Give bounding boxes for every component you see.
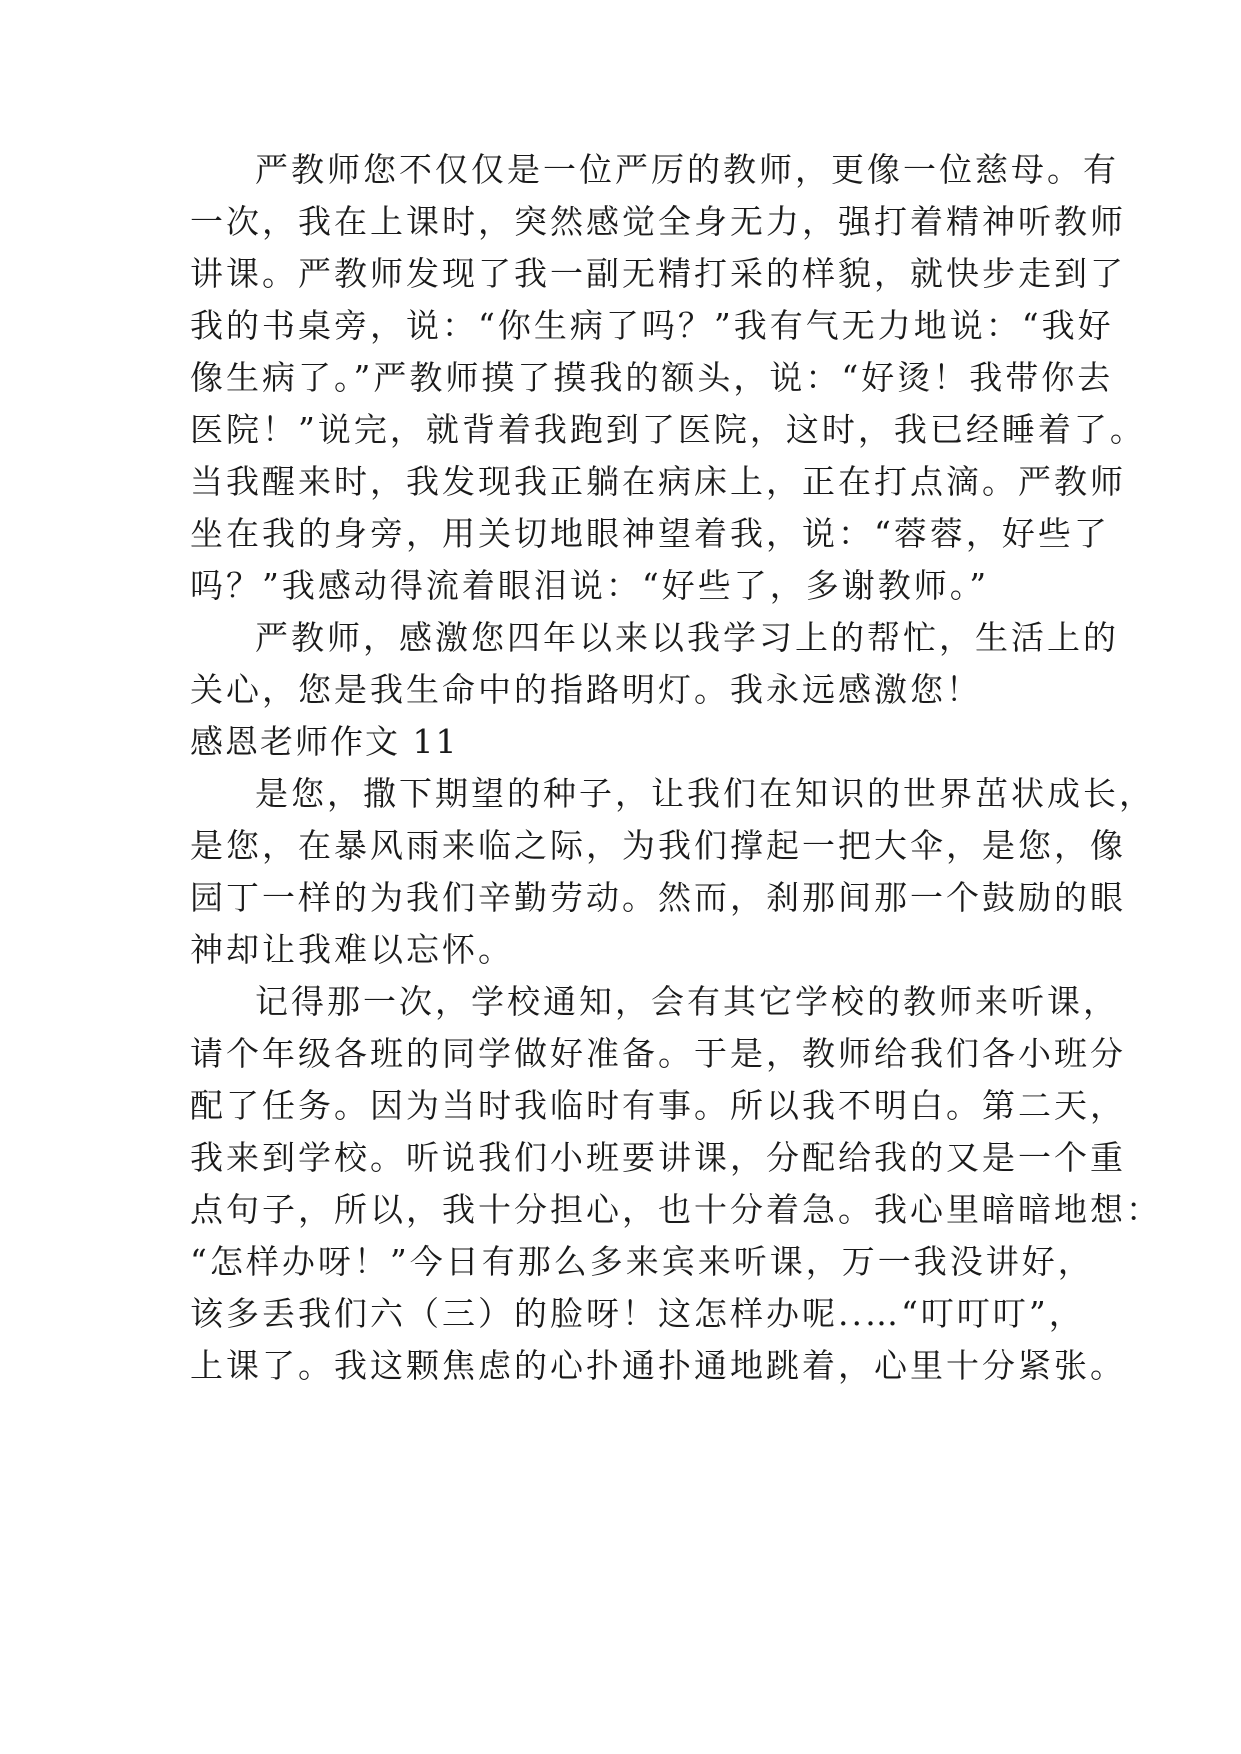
paragraph-line: 讲课。严教师发现了我一副无精打采的样貌，就快步走到了 — [190, 254, 1126, 293]
paragraph-line: 上课了。我这颗焦虑的心扑通扑通地跳着，心里十分紧张。 — [190, 1346, 1126, 1385]
paragraph-line: 点句子，所以，我十分担心，也十分着急。我心里暗暗地想： — [190, 1190, 1162, 1229]
paragraph-line: 请个年级各班的同学做好准备。于是，教师给我们各小班分 — [190, 1034, 1126, 1073]
paragraph-line: 是您，撒下期望的种子，让我们在知识的世界茁状成长， — [255, 774, 1155, 813]
paragraph-line: 园丁一样的为我们辛勤劳动。然而，刹那间那一个鼓励的眼 — [190, 878, 1126, 917]
paragraph-line: 吗？”我感动得流着眼泪说：“好些了，多谢教师。” — [190, 566, 990, 605]
paragraph-line: 当我醒来时，我发现我正躺在病床上，正在打点滴。严教师 — [190, 462, 1126, 501]
section-heading: 感恩老师作文 11 — [190, 722, 459, 761]
paragraph-line: 一次，我在上课时，突然感觉全身无力，强打着精神听教师 — [190, 202, 1126, 241]
paragraph-line: 坐在我的身旁，用关切地眼神望着我，说：“蓉蓉，好些了 — [190, 514, 1110, 553]
paragraph-line: 该多丢我们六（三）的脸呀！这怎样办呢..…“叮叮叮”， — [190, 1294, 1085, 1333]
paragraph-line: 关心，您是我生命中的指路明灯。我永远感激您！ — [190, 670, 982, 709]
paragraph-line: 是您，在暴风雨来临之际，为我们撑起一把大伞，是您，像 — [190, 826, 1126, 865]
paragraph-line: 我来到学校。听说我们小班要讲课，分配给我的又是一个重 — [190, 1138, 1126, 1177]
paragraph-line: 神却让我难以忘怀。 — [190, 930, 514, 969]
paragraph-line: 医院！”说完，就背着我跑到了医院，这时，我已经睡着了。 — [190, 410, 1146, 449]
paragraph-line: 配了任务。因为当时我临时有事。所以我不明白。第二天， — [190, 1086, 1126, 1125]
paragraph-line: 严教师，感激您四年以来以我学习上的帮忙，生活上的 — [255, 618, 1119, 657]
paragraph-line: 严教师您不仅仅是一位严厉的教师，更像一位慈母。有 — [255, 150, 1119, 189]
paragraph-line: “怎样办呀！”今日有那么多来宾来听课，万一我没讲好， — [190, 1242, 1094, 1281]
paragraph-line: 像生病了。”严教师摸了摸我的额头，说：“好烫！我带你去 — [190, 358, 1114, 397]
paragraph-line: 记得那一次，学校通知，会有其它学校的教师来听课， — [255, 982, 1119, 1021]
paragraph-line: 我的书桌旁，说：“你生病了吗？”我有气无力地说：“我好 — [190, 306, 1114, 345]
